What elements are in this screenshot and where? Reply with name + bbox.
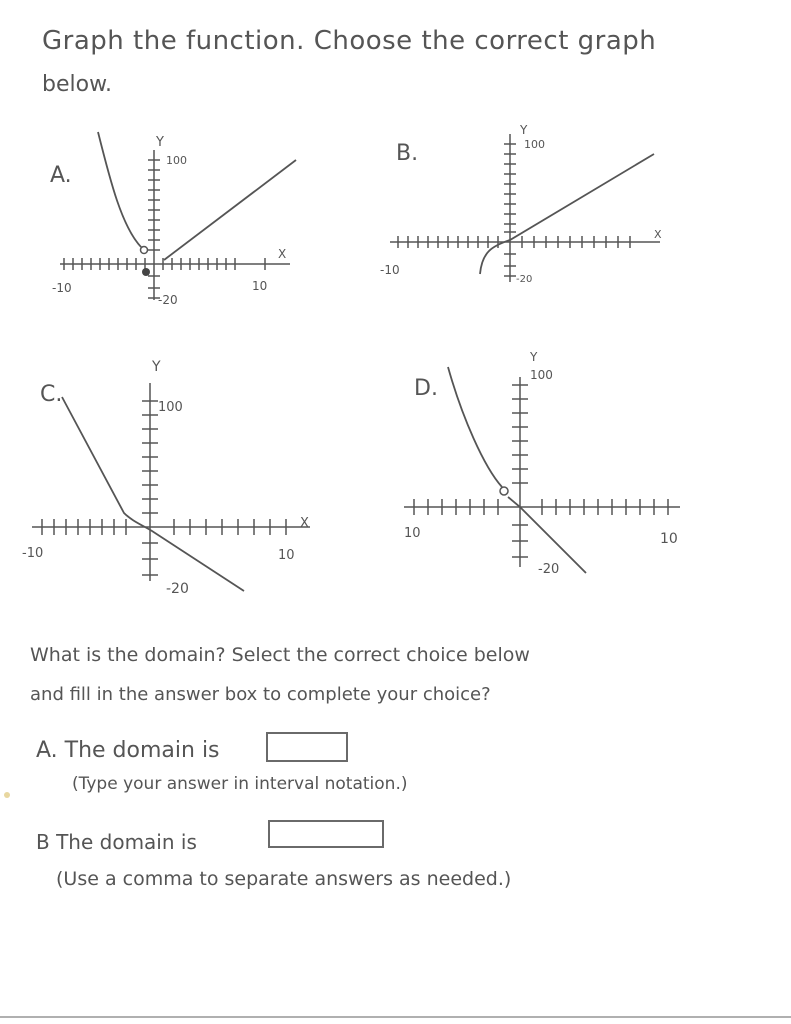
graph-b[interactable]	[370, 120, 670, 290]
open-point	[500, 487, 508, 495]
option-b-answer-box[interactable]	[268, 820, 384, 848]
graph-b-y-label: Y	[520, 123, 528, 137]
page-edge-line	[0, 1016, 791, 1018]
graph-a-y-max: 100	[166, 154, 187, 167]
curve-right	[164, 160, 296, 260]
graph-a-x-label: X	[278, 247, 287, 261]
domain-question-continued: and fill in the answer box to complete your choice?	[30, 684, 491, 705]
graph-a[interactable]	[40, 120, 320, 310]
graph-d-x-min: 10	[404, 526, 421, 541]
graph-a-y-label: Y	[156, 135, 164, 150]
graph-a-y-min: -20	[158, 293, 178, 307]
option-b-hint: (Use a comma to separate answers as needed.)	[56, 868, 512, 890]
graph-c-y-max: 100	[158, 400, 183, 415]
graph-d-letter: D.	[414, 376, 438, 401]
graph-b-letter: B.	[396, 141, 419, 166]
graph-c[interactable]	[20, 355, 320, 600]
graph-b-y-min: -20	[516, 274, 533, 285]
graph-c-letter: C.	[40, 382, 63, 407]
graph-c-y-label: Y	[152, 359, 161, 375]
question-text: Graph the function. Choose the correct graph	[42, 26, 657, 56]
option-a-hint: (Type your answer in interval notation.)	[72, 774, 408, 794]
open-point	[141, 247, 148, 254]
graph-d[interactable]	[390, 345, 700, 580]
graph-b-y-max: 100	[524, 138, 545, 151]
graph-a-x-max: 10	[252, 279, 268, 293]
option-a-answer-box[interactable]	[266, 732, 348, 762]
graph-a-x-min: -10	[52, 281, 72, 295]
graph-a-letter: A.	[50, 163, 72, 188]
curve	[62, 397, 244, 591]
graph-b-x-label: X	[654, 228, 662, 241]
graph-c-y-min: -20	[166, 581, 189, 597]
graph-d-y-max: 100	[530, 368, 553, 382]
graph-c-x-max: 10	[278, 548, 295, 563]
graph-d-y-min: -20	[538, 562, 560, 577]
domain-question: What is the domain? Select the correct choice below	[30, 644, 530, 666]
paper-speck	[4, 792, 10, 798]
closed-point	[142, 268, 150, 276]
graph-d-x-max: 10	[660, 531, 678, 547]
option-a-label[interactable]: A. The domain is	[36, 738, 220, 763]
option-b-label[interactable]: B The domain is	[36, 830, 197, 854]
graph-b-x-min: -10	[380, 263, 400, 277]
curve-left	[98, 132, 142, 248]
curve-left	[448, 367, 502, 487]
graph-c-x-label: X	[300, 516, 309, 531]
question-text-continued: below.	[42, 72, 113, 97]
graph-c-x-min: -10	[22, 546, 44, 561]
graph-d-y-label: Y	[530, 350, 538, 364]
